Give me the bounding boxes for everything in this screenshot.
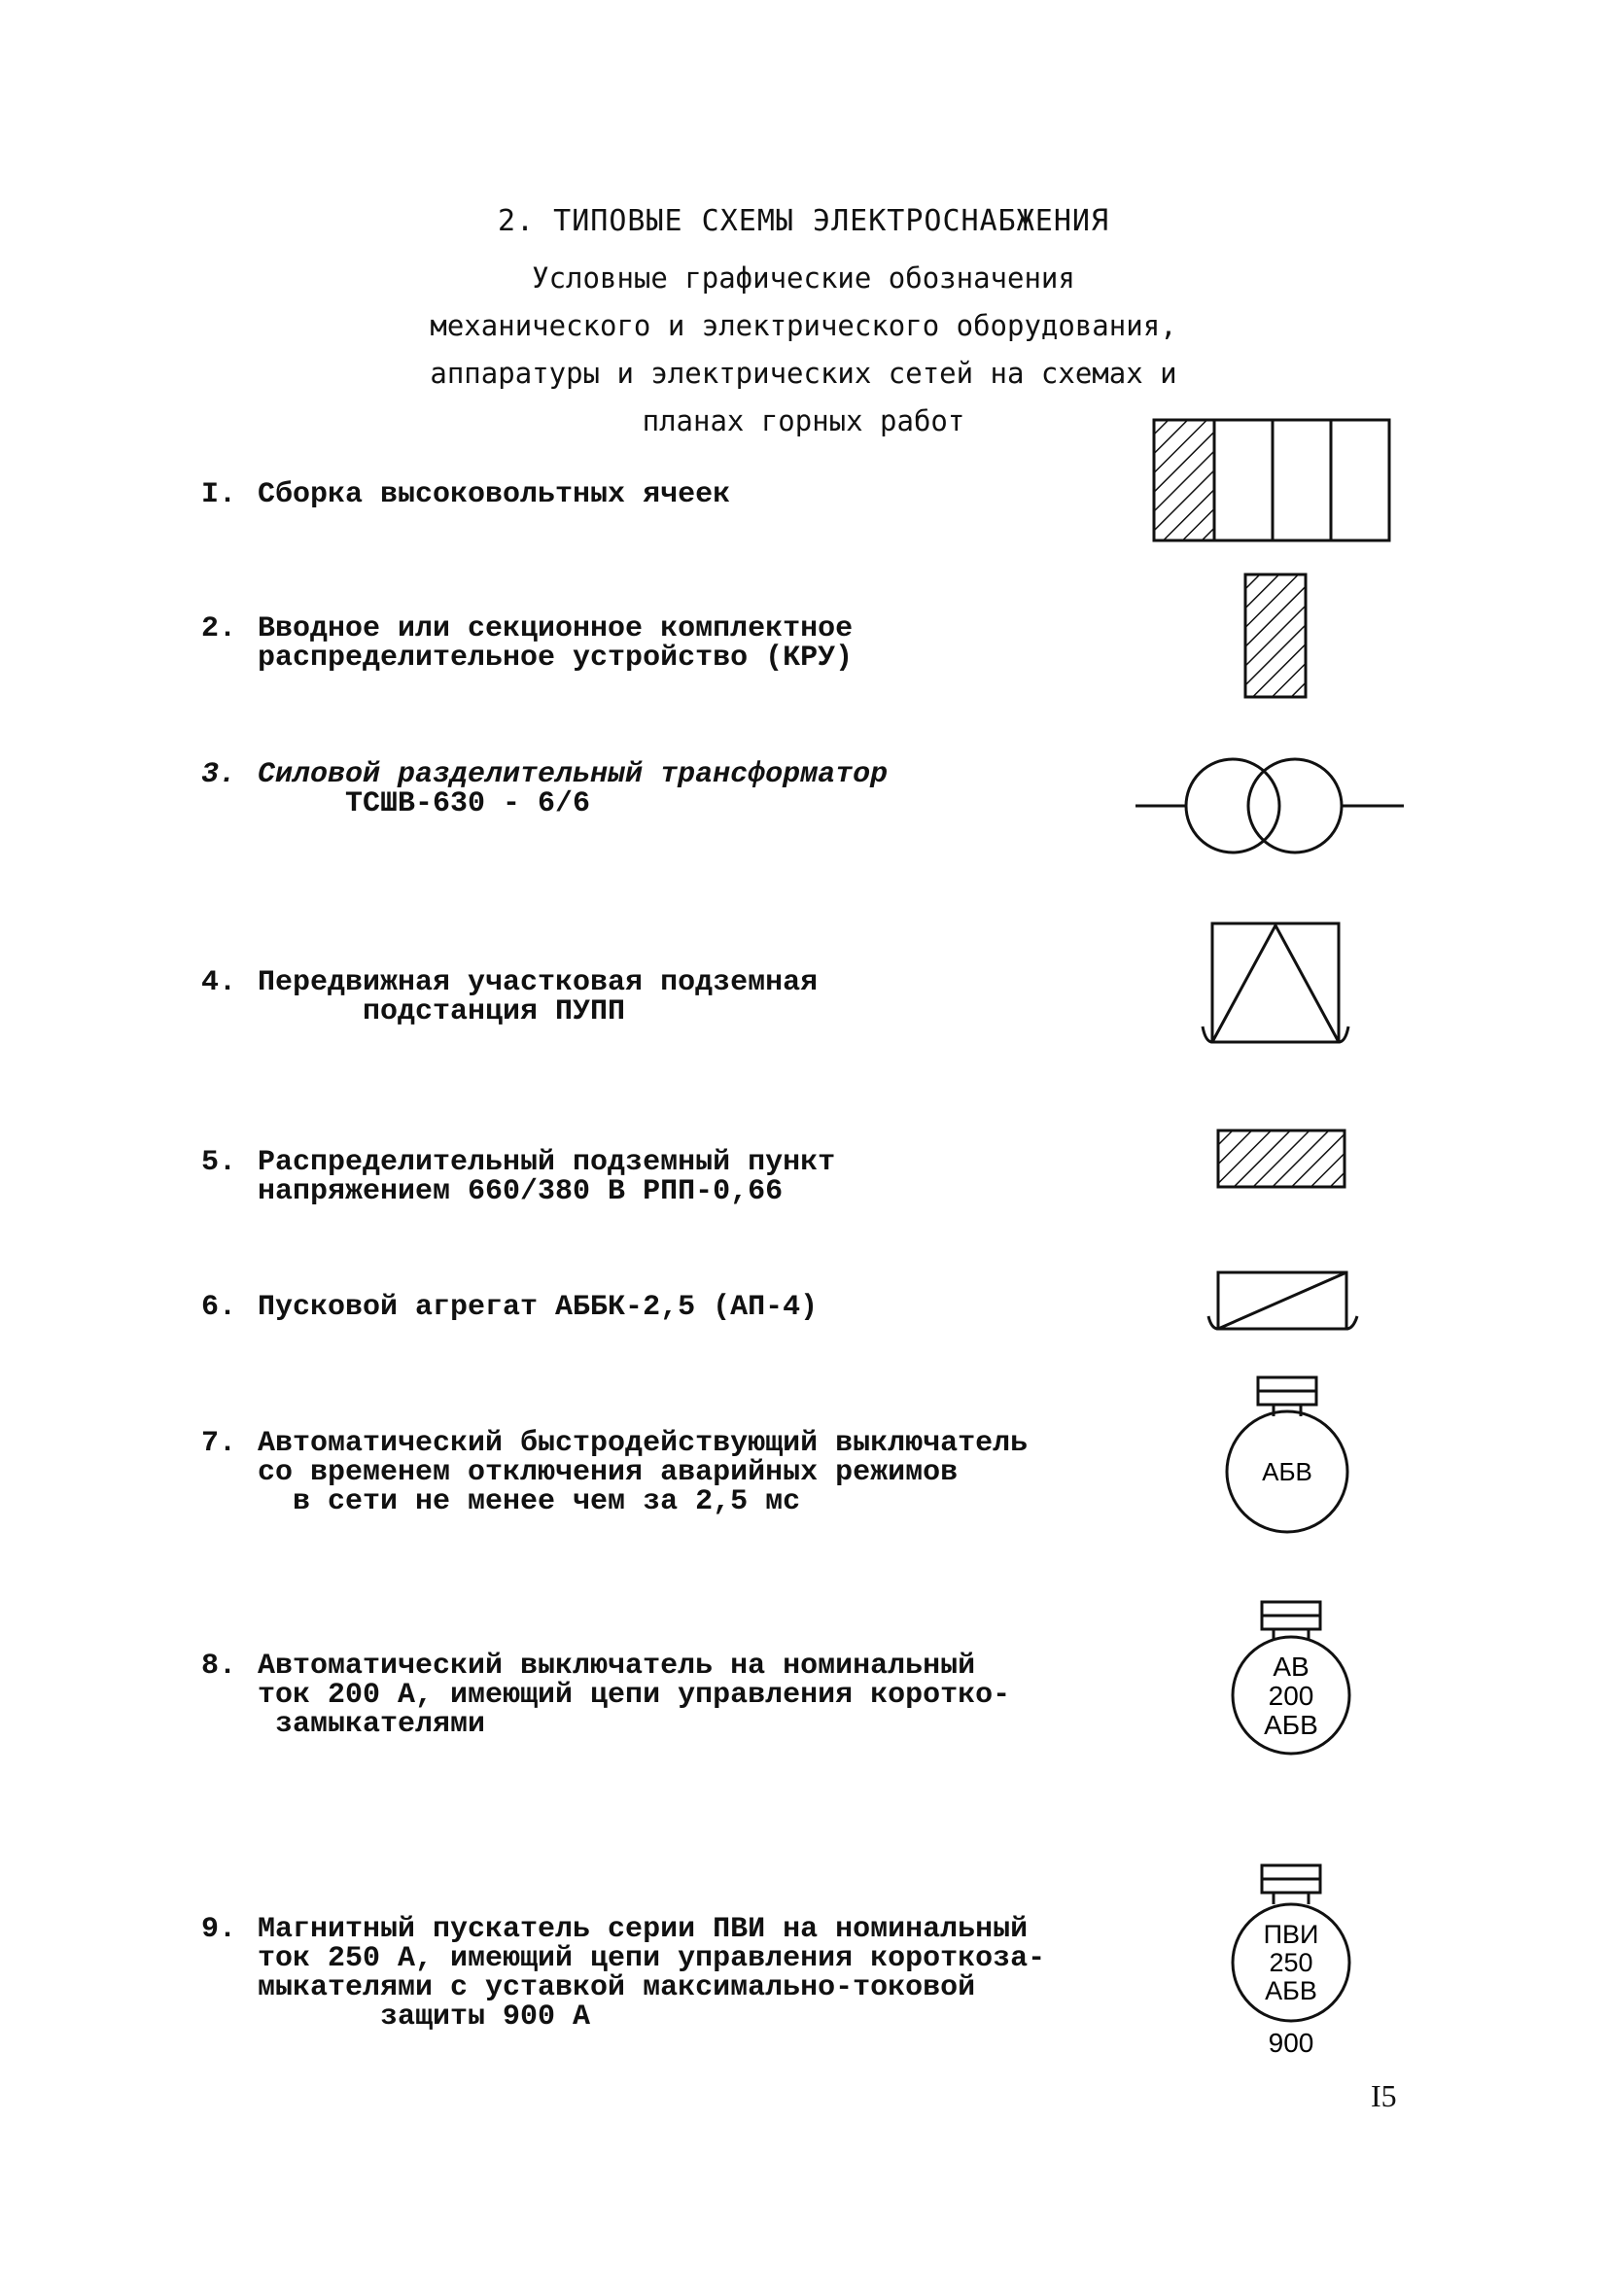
item-number: 7. [201,1427,237,1460]
list-item [201,760,1135,818]
item-text: ток 200 А, имеющий цепи управления коротко- [258,1679,1011,1712]
subtitle-line: механического и электрического оборудования, [430,309,1177,342]
av-line: АБВ [1264,1710,1318,1740]
kru-symbol [1242,572,1310,703]
item-number: 5. [201,1146,237,1179]
list-item [201,968,1135,1026]
pvi-line: ПВИ [1263,1920,1319,1949]
item-text: защиты 900 А [258,2000,591,2034]
item-text: Распределительный подземный пункт [258,1146,836,1179]
transformer-symbol [1135,756,1408,863]
section-heading: 2. ТИПОВЫЕ СХЕМЫ ЭЛЕКТРОСНАБЖЕНИЯ [497,204,1110,238]
list-item [201,1293,1135,1322]
list-item [201,480,1135,509]
item-text: мыкателями с уставкой максимально-токовой [258,1971,976,2004]
subtitle-line: планах горных работ [642,404,965,437]
item-text: Автоматический быстродействующий выключатель [258,1427,1029,1460]
list-item [201,1915,1135,2032]
subtitle-line: Условные графические обозначения [532,261,1075,295]
item-number: 4. [201,966,237,999]
hv-cells-symbol [1152,416,1395,547]
abv-label: АБВ [1262,1457,1312,1486]
pvi-starter-symbol [1227,1861,1373,2066]
item-text: в сети не менее чем за 2,5 мс [258,1485,801,1518]
pvi-line: АБВ [1265,1976,1317,2005]
item-text: Пусковой агрегат АББК-2,5 (АП-4) [258,1291,819,1324]
item-text: Автоматический выключатель на номинальный [258,1650,976,1683]
item-text: ток 250 А, имеющий цепи управления короткоза- [258,1942,1046,1975]
item-text: ТСШВ-630 - 6/6 [258,787,591,820]
list-item [201,1148,1135,1206]
page-number: I5 [1371,2078,1397,2113]
rpp-symbol [1215,1128,1351,1196]
list-item [201,1652,1135,1739]
pvi-line: 250 [1269,1948,1313,1977]
item-text: подстанция ПУПП [258,995,626,1028]
starter-unit-symbol [1205,1268,1371,1345]
item-text: со временем отключения аварийных режимов [258,1456,959,1489]
item-text: Магнитный пускатель серии ПВИ на номинальный [258,1913,1029,1946]
item-number: 2. [201,612,237,645]
item-number: 8. [201,1650,237,1683]
item-text: напряжением 660/380 В РПП-0,66 [258,1175,784,1208]
subtitle-line: аппаратуры и электрических сетей на схемах и [430,357,1177,390]
item-text: замыкателями [258,1708,486,1741]
list-item [201,1429,1135,1516]
item-number: 6. [201,1291,237,1324]
item-number: I. [201,478,237,511]
item-text: Сборка высоковольтных ячеек [258,478,731,511]
item-text: Передвижная участковая подземная [258,966,819,999]
item-text: распределительное устройство (КРУ) [258,642,854,675]
item-text: Вводное или секционное комплектное [258,612,854,645]
list-item [201,614,1135,673]
av-line: 200 [1268,1681,1314,1711]
item-text: Силовой разделительный трансформатор [258,758,889,791]
av-line: АВ [1273,1652,1310,1682]
abv-breaker-symbol [1215,1374,1361,1539]
item-number: 3. [201,758,237,791]
av-breaker-symbol [1227,1598,1373,1773]
pvi-setting: 900 [1268,2028,1314,2058]
item-number: 9. [201,1913,237,1946]
pupp-symbol [1198,920,1363,1056]
